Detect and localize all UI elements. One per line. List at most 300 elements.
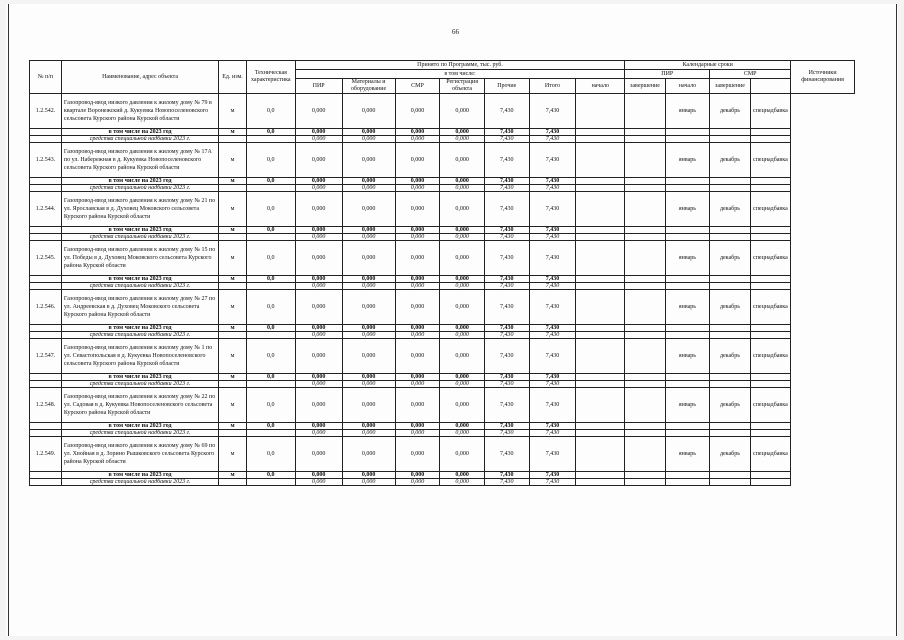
subtotal-spacer xyxy=(30,325,62,332)
source-label: средства специальной надбавки 2023 г. xyxy=(61,136,218,143)
subtotal-smr: 0,000 xyxy=(395,129,440,136)
header-inc: в том числе: xyxy=(295,70,625,79)
source-row xyxy=(30,332,855,339)
source-row xyxy=(30,430,855,437)
scan-border-left xyxy=(8,4,9,636)
subtotal-empty xyxy=(576,374,625,381)
source-empty xyxy=(246,283,295,290)
row-smr-start: январь xyxy=(665,241,710,276)
subtotal-other: 7,430 xyxy=(484,374,529,381)
subtotal-reg: 0,000 xyxy=(440,178,485,185)
source-empty xyxy=(710,430,750,437)
row-smr-start: январь xyxy=(665,192,710,227)
row-pir-end xyxy=(625,94,665,129)
row-unit: м xyxy=(219,94,247,129)
subtotal-mat: 0,000 xyxy=(342,374,395,381)
subtotal-row xyxy=(30,423,855,430)
row-smr: 0,000 xyxy=(395,192,440,227)
row-smr: 0,000 xyxy=(395,339,440,374)
source-other: 7,430 xyxy=(484,136,529,143)
subtotal-smr: 0,000 xyxy=(395,276,440,283)
source-empty xyxy=(219,136,247,143)
row-total: 7,430 xyxy=(529,241,576,276)
row-num: 1.2.543. xyxy=(30,143,62,178)
subtotal-pir: 0,000 xyxy=(295,423,342,430)
subtotal-row xyxy=(30,227,855,234)
source-other: 7,430 xyxy=(484,283,529,290)
row-pir-end xyxy=(625,143,665,178)
source-pir: 0,000 xyxy=(295,234,342,241)
subtotal-empty xyxy=(665,227,710,234)
row-smr: 0,000 xyxy=(395,290,440,325)
header-tech: Техническая характеристика xyxy=(246,61,295,94)
subtotal-empty xyxy=(576,178,625,185)
header-total: Итого xyxy=(529,79,576,94)
source-empty xyxy=(710,381,750,388)
row-materials: 0,000 xyxy=(342,437,395,472)
row-registration: 0,000 xyxy=(440,192,485,227)
source-empty xyxy=(665,381,710,388)
subtotal-tech: 0,0 xyxy=(246,178,295,185)
row-name: Газопровод-ввод низкого давления к жилому дому № 79 в квартале Воронежский д. Кукуевка Новопоселеновского сельсовета Курского района Курской области xyxy=(61,94,218,129)
subtotal-empty xyxy=(625,423,665,430)
source-empty xyxy=(219,381,247,388)
row-pir: 0,000 xyxy=(295,94,342,129)
subtotal-mat: 0,000 xyxy=(342,276,395,283)
row-total: 7,430 xyxy=(529,437,576,472)
source-mat: 0,000 xyxy=(342,332,395,339)
row-num: 1.2.549. xyxy=(30,437,62,472)
subtotal-smr: 0,000 xyxy=(395,374,440,381)
row-unit: м xyxy=(219,437,247,472)
source-pir: 0,000 xyxy=(295,381,342,388)
subtotal-tech: 0,0 xyxy=(246,374,295,381)
row-source: спецнадбавка xyxy=(750,94,790,129)
row-smr-start: январь xyxy=(665,143,710,178)
source-other: 7,430 xyxy=(484,479,529,486)
subtotal-pir: 0,000 xyxy=(295,227,342,234)
subtotal-empty xyxy=(750,472,790,479)
row-other: 7,430 xyxy=(484,241,529,276)
subtotal-row xyxy=(30,276,855,283)
source-total: 7,430 xyxy=(529,430,576,437)
source-pir: 0,000 xyxy=(295,479,342,486)
row-source: спецнадбавка xyxy=(750,437,790,472)
subtotal-row xyxy=(30,178,855,185)
row-other: 7,430 xyxy=(484,339,529,374)
subtotal-empty xyxy=(665,129,710,136)
subtotal-empty xyxy=(710,423,750,430)
subtotal-reg: 0,000 xyxy=(440,374,485,381)
header-smr-end: завершение xyxy=(710,79,750,94)
row-pir: 0,000 xyxy=(295,192,342,227)
subtotal-label: в том числе на 2023 год xyxy=(61,374,218,381)
source-empty xyxy=(246,479,295,486)
source-reg: 0,000 xyxy=(440,332,485,339)
source-row xyxy=(30,185,855,192)
header-smr-start: начало xyxy=(665,79,710,94)
subtotal-empty xyxy=(576,423,625,430)
header-pir: ПИР xyxy=(295,79,342,94)
subtotal-total: 7,430 xyxy=(529,276,576,283)
header-num: № п/п xyxy=(30,61,62,94)
source-mat: 0,000 xyxy=(342,381,395,388)
row-tech: 0,0 xyxy=(246,290,295,325)
row-smr-end: декабрь xyxy=(710,241,750,276)
row-materials: 0,000 xyxy=(342,143,395,178)
subtotal-label: в том числе на 2023 год xyxy=(61,227,218,234)
row-materials: 0,000 xyxy=(342,192,395,227)
source-empty xyxy=(665,283,710,290)
subtotal-smr: 0,000 xyxy=(395,178,440,185)
header-unit: Ед. изм. xyxy=(219,61,247,94)
row-source: спецнадбавка xyxy=(750,192,790,227)
row-total: 7,430 xyxy=(529,143,576,178)
subtotal-spacer xyxy=(30,178,62,185)
source-mat: 0,000 xyxy=(342,136,395,143)
row-smr-start: январь xyxy=(665,388,710,423)
source-label: средства специальной надбавки 2023 г. xyxy=(61,430,218,437)
source-smr: 0,000 xyxy=(395,185,440,192)
program-table xyxy=(29,60,855,486)
source-other: 7,430 xyxy=(484,234,529,241)
row-pir: 0,000 xyxy=(295,290,342,325)
source-empty xyxy=(246,332,295,339)
source-total: 7,430 xyxy=(529,283,576,290)
source-spacer xyxy=(30,381,62,388)
row-pir: 0,000 xyxy=(295,437,342,472)
source-reg: 0,000 xyxy=(440,234,485,241)
source-label: средства специальной надбавки 2023 г. xyxy=(61,185,218,192)
source-empty xyxy=(750,185,790,192)
subtotal-spacer xyxy=(30,227,62,234)
subtotal-reg: 0,000 xyxy=(440,129,485,136)
source-empty xyxy=(576,332,625,339)
row-total: 7,430 xyxy=(529,388,576,423)
row-tech: 0,0 xyxy=(246,437,295,472)
table-row xyxy=(30,94,855,129)
row-pir-end xyxy=(625,290,665,325)
source-row xyxy=(30,283,855,290)
row-tech: 0,0 xyxy=(246,94,295,129)
row-pir-end xyxy=(625,339,665,374)
source-empty xyxy=(625,136,665,143)
row-num: 1.2.546. xyxy=(30,290,62,325)
source-empty xyxy=(625,332,665,339)
row-materials: 0,000 xyxy=(342,388,395,423)
row-smr: 0,000 xyxy=(395,143,440,178)
row-name: Газопровод-ввод низкого давления к жилому дому № 27 по ул. Андреевская в д. Духовец Моковского сельсовета Курского района Курской области xyxy=(61,290,218,325)
subtotal-empty xyxy=(625,325,665,332)
header-materials: Материалы и оборудование xyxy=(342,79,395,94)
source-mat: 0,000 xyxy=(342,185,395,192)
source-empty xyxy=(576,283,625,290)
source-spacer xyxy=(30,430,62,437)
row-other: 7,430 xyxy=(484,94,529,129)
subtotal-mat: 0,000 xyxy=(342,227,395,234)
source-total: 7,430 xyxy=(529,185,576,192)
subtotal-reg: 0,000 xyxy=(440,325,485,332)
source-empty xyxy=(710,479,750,486)
row-registration: 0,000 xyxy=(440,290,485,325)
source-label: средства специальной надбавки 2023 г. xyxy=(61,381,218,388)
source-empty xyxy=(246,430,295,437)
source-empty xyxy=(219,185,247,192)
row-pir-start xyxy=(576,437,625,472)
table-row xyxy=(30,241,855,276)
source-empty xyxy=(219,283,247,290)
subtotal-unit: м xyxy=(219,276,247,283)
source-spacer xyxy=(30,234,62,241)
source-pir: 0,000 xyxy=(295,430,342,437)
subtotal-unit: м xyxy=(219,227,247,234)
subtotal-tech: 0,0 xyxy=(246,227,295,234)
subtotal-empty xyxy=(576,325,625,332)
subtotal-reg: 0,000 xyxy=(440,423,485,430)
subtotal-tech: 0,0 xyxy=(246,472,295,479)
row-name: Газопровод-ввод низкого давления к жилому дому № 15 по ул. Победы в д. Духовец Моковского сельсовета Курского района Курской области xyxy=(61,241,218,276)
row-unit: м xyxy=(219,241,247,276)
source-empty xyxy=(750,283,790,290)
subtotal-empty xyxy=(710,227,750,234)
source-pir: 0,000 xyxy=(295,136,342,143)
row-name: Газопровод-ввод низкого давления к жилому дому № 17А по ул. Набережная в д. Кукуевка Новопоселеновского сельсовета Курского района Курской области xyxy=(61,143,218,178)
source-empty xyxy=(219,430,247,437)
row-smr-end: декабрь xyxy=(710,339,750,374)
source-smr: 0,000 xyxy=(395,136,440,143)
subtotal-label: в том числе на 2023 год xyxy=(61,276,218,283)
header-pir-start: начало xyxy=(576,79,625,94)
header-other: Прочие xyxy=(484,79,529,94)
header-pir-end: завершение xyxy=(625,79,665,94)
subtotal-other: 7,430 xyxy=(484,472,529,479)
source-empty xyxy=(219,234,247,241)
row-smr-end: декабрь xyxy=(710,388,750,423)
subtotal-empty xyxy=(576,227,625,234)
source-reg: 0,000 xyxy=(440,479,485,486)
header-name: Наименование, адрес объекта xyxy=(61,61,218,94)
source-empty xyxy=(625,283,665,290)
subtotal-pir: 0,000 xyxy=(295,129,342,136)
source-empty xyxy=(710,283,750,290)
source-mat: 0,000 xyxy=(342,430,395,437)
source-row xyxy=(30,381,855,388)
source-reg: 0,000 xyxy=(440,283,485,290)
row-smr-end: декабрь xyxy=(710,94,750,129)
row-pir-start xyxy=(576,339,625,374)
source-label: средства специальной надбавки 2023 г. xyxy=(61,332,218,339)
source-empty xyxy=(750,136,790,143)
row-name: Газопровод-ввод низкого давления к жилому дому № 1 по ул. Севастопольская в д. Кукуевка Новопоселеновского сельсовета Курского района Курской области xyxy=(61,339,218,374)
row-registration: 0,000 xyxy=(440,94,485,129)
subtotal-total: 7,430 xyxy=(529,325,576,332)
row-smr: 0,000 xyxy=(395,241,440,276)
subtotal-mat: 0,000 xyxy=(342,178,395,185)
row-materials: 0,000 xyxy=(342,94,395,129)
subtotal-empty xyxy=(625,227,665,234)
subtotal-pir: 0,000 xyxy=(295,374,342,381)
row-tech: 0,0 xyxy=(246,241,295,276)
row-smr-end: декабрь xyxy=(710,192,750,227)
row-registration: 0,000 xyxy=(440,339,485,374)
source-total: 7,430 xyxy=(529,234,576,241)
source-pir: 0,000 xyxy=(295,185,342,192)
source-other: 7,430 xyxy=(484,185,529,192)
row-pir-end xyxy=(625,241,665,276)
source-label: средства специальной надбавки 2023 г. xyxy=(61,234,218,241)
source-empty xyxy=(665,332,710,339)
row-tech: 0,0 xyxy=(246,143,295,178)
source-reg: 0,000 xyxy=(440,185,485,192)
subtotal-empty xyxy=(625,472,665,479)
source-mat: 0,000 xyxy=(342,234,395,241)
subtotal-total: 7,430 xyxy=(529,227,576,234)
subtotal-row xyxy=(30,374,855,381)
row-smr: 0,000 xyxy=(395,437,440,472)
subtotal-total: 7,430 xyxy=(529,374,576,381)
row-other: 7,430 xyxy=(484,290,529,325)
subtotal-smr: 0,000 xyxy=(395,227,440,234)
subtotal-empty xyxy=(665,178,710,185)
header-smr: СМР xyxy=(395,79,440,94)
source-empty xyxy=(750,381,790,388)
row-tech: 0,0 xyxy=(246,339,295,374)
subtotal-empty xyxy=(625,276,665,283)
source-empty xyxy=(246,136,295,143)
row-num: 1.2.548. xyxy=(30,388,62,423)
row-pir-start xyxy=(576,241,625,276)
row-total: 7,430 xyxy=(529,192,576,227)
subtotal-other: 7,430 xyxy=(484,325,529,332)
source-empty xyxy=(625,234,665,241)
subtotal-label: в том числе на 2023 год xyxy=(61,178,218,185)
row-smr-end: декабрь xyxy=(710,143,750,178)
row-pir-start xyxy=(576,143,625,178)
source-reg: 0,000 xyxy=(440,430,485,437)
subtotal-label: в том числе на 2023 год xyxy=(61,423,218,430)
subtotal-other: 7,430 xyxy=(484,276,529,283)
row-pir-end xyxy=(625,192,665,227)
subtotal-other: 7,430 xyxy=(484,129,529,136)
source-reg: 0,000 xyxy=(440,136,485,143)
subtotal-empty xyxy=(665,276,710,283)
source-empty xyxy=(625,185,665,192)
subtotal-row xyxy=(30,325,855,332)
source-empty xyxy=(710,332,750,339)
row-source: спецнадбавка xyxy=(750,388,790,423)
subtotal-empty xyxy=(665,423,710,430)
source-empty xyxy=(750,332,790,339)
source-empty xyxy=(710,185,750,192)
source-empty xyxy=(710,234,750,241)
source-empty xyxy=(710,136,750,143)
source-empty xyxy=(219,479,247,486)
row-smr: 0,000 xyxy=(395,388,440,423)
subtotal-other: 7,430 xyxy=(484,178,529,185)
source-total: 7,430 xyxy=(529,381,576,388)
source-spacer xyxy=(30,479,62,486)
subtotal-empty xyxy=(750,276,790,283)
row-unit: м xyxy=(219,143,247,178)
subtotal-spacer xyxy=(30,423,62,430)
subtotal-smr: 0,000 xyxy=(395,325,440,332)
subtotal-pir: 0,000 xyxy=(295,276,342,283)
row-pir-end xyxy=(625,388,665,423)
source-empty xyxy=(246,381,295,388)
table-row xyxy=(30,290,855,325)
row-materials: 0,000 xyxy=(342,290,395,325)
row-smr-start: январь xyxy=(665,94,710,129)
header-source: Источники финансирования xyxy=(791,61,855,94)
row-pir: 0,000 xyxy=(295,241,342,276)
subtotal-empty xyxy=(625,178,665,185)
source-pir: 0,000 xyxy=(295,332,342,339)
subtotal-smr: 0,000 xyxy=(395,472,440,479)
source-total: 7,430 xyxy=(529,136,576,143)
subtotal-tech: 0,0 xyxy=(246,325,295,332)
subtotal-empty xyxy=(750,423,790,430)
row-unit: м xyxy=(219,388,247,423)
source-empty xyxy=(576,136,625,143)
subtotal-empty xyxy=(665,472,710,479)
row-pir-start xyxy=(576,290,625,325)
subtotal-mat: 0,000 xyxy=(342,423,395,430)
subtotal-tech: 0,0 xyxy=(246,276,295,283)
source-empty xyxy=(665,185,710,192)
subtotal-mat: 0,000 xyxy=(342,325,395,332)
source-empty xyxy=(576,381,625,388)
subtotal-mat: 0,000 xyxy=(342,472,395,479)
row-smr-end: декабрь xyxy=(710,290,750,325)
row-registration: 0,000 xyxy=(440,388,485,423)
subtotal-empty xyxy=(710,129,750,136)
row-other: 7,430 xyxy=(484,388,529,423)
subtotal-unit: м xyxy=(219,423,247,430)
subtotal-pir: 0,000 xyxy=(295,178,342,185)
subtotal-row xyxy=(30,129,855,136)
subtotal-other: 7,430 xyxy=(484,423,529,430)
row-num: 1.2.542. xyxy=(30,94,62,129)
source-other: 7,430 xyxy=(484,430,529,437)
row-other: 7,430 xyxy=(484,192,529,227)
source-mat: 0,000 xyxy=(342,479,395,486)
source-smr: 0,000 xyxy=(395,381,440,388)
source-smr: 0,000 xyxy=(395,234,440,241)
source-empty xyxy=(576,234,625,241)
row-total: 7,430 xyxy=(529,94,576,129)
subtotal-empty xyxy=(665,325,710,332)
subtotal-empty xyxy=(710,178,750,185)
row-unit: м xyxy=(219,339,247,374)
subtotal-empty xyxy=(750,374,790,381)
subtotal-unit: м xyxy=(219,129,247,136)
subtotal-tech: 0,0 xyxy=(246,423,295,430)
subtotal-spacer xyxy=(30,276,62,283)
row-pir-start xyxy=(576,94,625,129)
source-pir: 0,000 xyxy=(295,283,342,290)
source-empty xyxy=(625,479,665,486)
row-registration: 0,000 xyxy=(440,143,485,178)
row-smr: 0,000 xyxy=(395,94,440,129)
subtotal-total: 7,430 xyxy=(529,129,576,136)
row-total: 7,430 xyxy=(529,290,576,325)
row-source: спецнадбавка xyxy=(750,143,790,178)
row-smr-start: январь xyxy=(665,290,710,325)
subtotal-unit: м xyxy=(219,472,247,479)
row-name: Газопровод-ввод низкого давления к жилому дому № 22 по ул. Садовая в д. Кукуевка Новопоселеновского сельсовета Курского района Курской области xyxy=(61,388,218,423)
source-empty xyxy=(665,234,710,241)
source-spacer xyxy=(30,332,62,339)
